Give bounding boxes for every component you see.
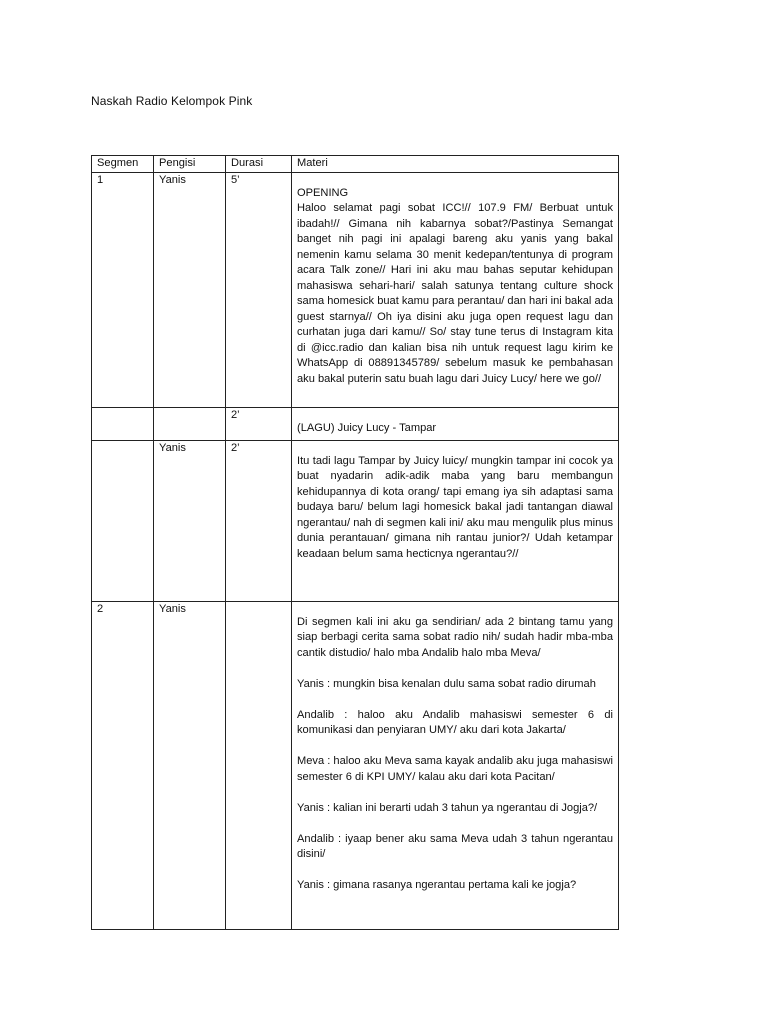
table-header-row <box>92 156 619 173</box>
cell-durasi: 5’ <box>226 172 292 407</box>
cell-pengisi: Yanis <box>154 601 226 929</box>
header-pengisi: Pengisi <box>154 156 226 173</box>
cell-segmen <box>92 440 154 601</box>
materi-paragraph: Andalib : haloo aku Andalib mahasiswi semester 6 di komunikasi dan penyiaran UMY/ aku dari kota Jakarta/ <box>297 708 613 736</box>
cell-materi <box>292 172 619 407</box>
cell-segmen: 2 <box>92 601 154 929</box>
materi-paragraph: Yanis : mungkin bisa kenalan dulu sama sobat radio dirumah <box>297 677 596 690</box>
cell-segmen: 1 <box>92 172 154 407</box>
materi-paragraph: Yanis : kalian ini berarti udah 3 tahun ya ngerantau di Jogja?/ <box>297 801 598 814</box>
materi-paragraph: Di segmen kali ini aku ga sendirian/ ada 2 bintang tamu yang siap berbagi cerita sama sobat radio nih/ sudah hadir mba-mba cantik distudio/ halo mba Andalib halo mba Meva/ <box>297 615 613 659</box>
cell-pengisi: Yanis <box>154 440 226 601</box>
header-materi: Materi <box>292 156 619 173</box>
materi-paragraph: Haloo selamat pagi sobat ICC!// 107.9 FM/ Berbuat untuk ibadah!// Gimana nih kabarnya sobat?/Pastinya Semangat banget nih pagi ini apalagi bareng aku yanis yang bakal nemenin kamu selama 30 menit kedepan/tentunya di program acara Talk zone// Hari ini aku mau bahas seputar kehidupan mahasiswa sehari-hari/ salah satunya tentang culture shock sama homesick buat kamu para perantau/ dan hari ini bakal ada guest starnya// Oh iya disini aku juga open request lagu dan curhatan juga dari kamu// So/ stay tune terus di Instagram kita di @icc.radio dan kalian bisa nih untuk request lagu kirim ke WhatsApp di 08891345789/ sebelum masuk ke pembahasan aku bakal puterin satu buah lagu dari Juicy Lucy/ here we go// <box>297 202 613 385</box>
materi-paragraph: Andalib : iyaap bener aku sama Meva udah 3 tahun ngerantau disini/ <box>297 832 613 860</box>
materi-paragraph: Yanis : gimana rasanya ngerantau pertama kali ke jogja? <box>297 879 577 891</box>
table-row <box>92 601 619 929</box>
materi-paragraph: (LAGU) Juicy Lucy - Tampar <box>297 421 437 434</box>
table-row <box>92 172 619 407</box>
cell-materi <box>292 407 619 440</box>
header-durasi: Durasi <box>226 156 292 173</box>
cell-durasi: 2’ <box>226 407 292 440</box>
materi-paragraph: Itu tadi lagu Tampar by Juicy luicy/ mungkin tampar ini cocok ya buat nyadarin adik-adik maba yang baru membangun kehidupannya di kota orang/ tapi emang iya sih adaptasi sama budaya baru/ belum lagi homesick bakal jadi tantangan diawal ngerantau/ nah di segmen kali ini/ aku mau mengulik plus minus dunia perantauan/ gimana nih rantau junior?/ Udah ketampar keadaan belum sama hecticnya ngerantau?// <box>297 454 613 560</box>
cell-durasi <box>226 601 292 929</box>
cell-materi <box>292 440 619 601</box>
cell-segmen <box>92 407 154 440</box>
cell-materi <box>292 601 619 929</box>
materi-paragraph: Meva : haloo aku Meva sama kayak andalib aku juga mahasiswi semester 6 di KPI UMY/ kalau aku dari kota Pacitan/ <box>297 755 613 783</box>
cell-durasi: 2’ <box>226 440 292 601</box>
document-title: Naskah Radio Kelompok Pink <box>91 94 253 108</box>
cell-pengisi: Yanis <box>154 172 226 407</box>
materi-heading: OPENING <box>297 186 349 199</box>
table-row <box>92 407 619 440</box>
cell-pengisi <box>154 407 226 440</box>
header-segmen: Segmen <box>92 156 154 173</box>
table-row <box>92 440 619 601</box>
script-table <box>91 155 619 930</box>
